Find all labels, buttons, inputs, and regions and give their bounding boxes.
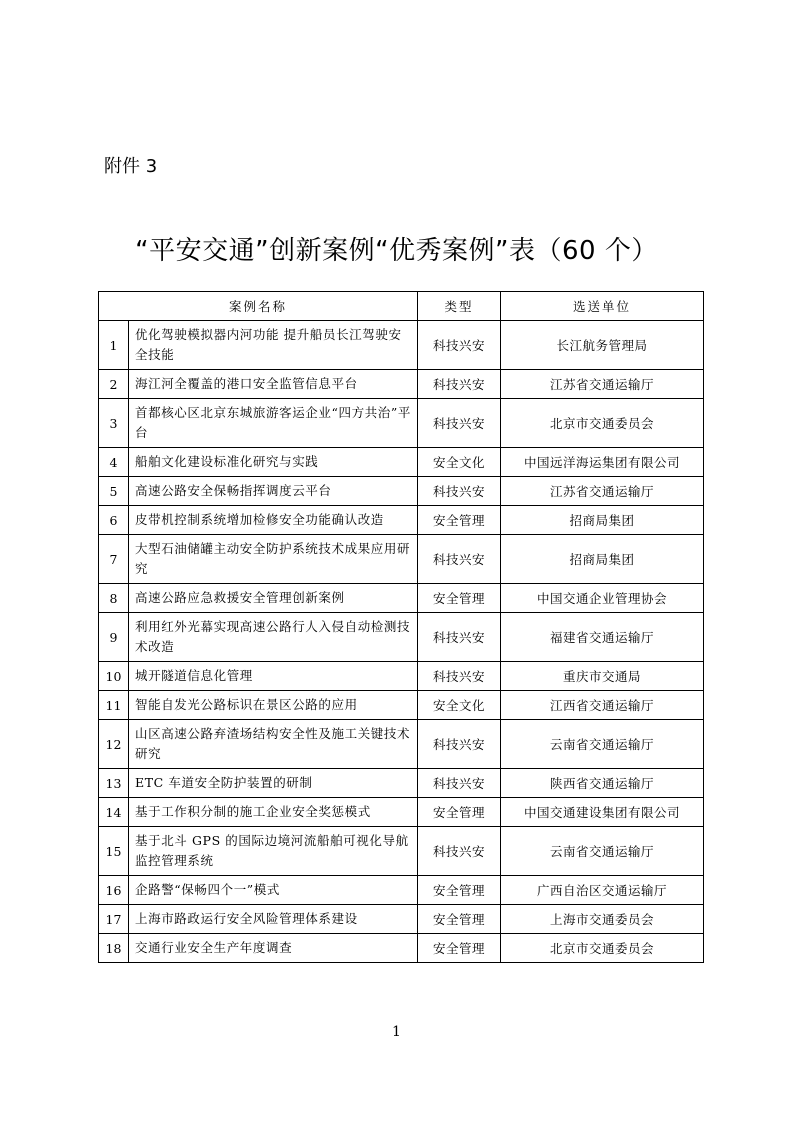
- table-row: [99, 827, 704, 876]
- table-header-row: [99, 292, 704, 321]
- page-title: “平安交通”创新案例“优秀案例”表（60 个）: [135, 236, 658, 266]
- submitting-unit: 江西省交通运输厅: [501, 691, 704, 720]
- case-name: 船舶文化建设标准化研究与实践: [129, 448, 418, 477]
- case-type: 科技兴安: [418, 662, 501, 691]
- submitting-unit: 江苏省交通运输厅: [501, 370, 704, 399]
- table-row: [99, 662, 704, 691]
- case-type: 科技兴安: [418, 535, 501, 584]
- case-name: 基于北斗 GPS 的国际边境河流船舶可视化导航监控管理系统: [129, 827, 418, 876]
- row-number: 17: [99, 905, 129, 934]
- case-type: 安全文化: [418, 448, 501, 477]
- row-number: 8: [99, 584, 129, 613]
- table-row: [99, 477, 704, 506]
- header-unit: 选送单位: [501, 292, 704, 321]
- submitting-unit: 福建省交通运输厅: [501, 613, 704, 662]
- row-number: 10: [99, 662, 129, 691]
- case-type: 安全管理: [418, 798, 501, 827]
- table-body: [99, 321, 704, 963]
- case-name: 高速公路应急救援安全管理创新案例: [129, 584, 418, 613]
- cases-table: [98, 291, 704, 963]
- table-row: [99, 506, 704, 535]
- case-name: 海江河全覆盖的港口安全监管信息平台: [129, 370, 418, 399]
- case-name: 优化驾驶模拟器内河功能 提升船员长江驾驶安全技能: [129, 321, 418, 370]
- submitting-unit: 江苏省交通运输厅: [501, 477, 704, 506]
- row-number: 7: [99, 535, 129, 584]
- case-type: 科技兴安: [418, 321, 501, 370]
- table-row: [99, 769, 704, 798]
- case-type: 科技兴安: [418, 477, 501, 506]
- table-row: [99, 321, 704, 370]
- case-name: ETC 车道安全防护装置的研制: [129, 769, 418, 798]
- submitting-unit: 云南省交通运输厅: [501, 720, 704, 769]
- table-row: [99, 448, 704, 477]
- case-name: 山区高速公路弃渣场结构安全性及施工关键技术研究: [129, 720, 418, 769]
- table-row: [99, 934, 704, 963]
- table-row: [99, 798, 704, 827]
- submitting-unit: 招商局集团: [501, 506, 704, 535]
- case-name: 利用红外光幕实现高速公路行人入侵自动检测技术改造: [129, 613, 418, 662]
- case-type: 科技兴安: [418, 370, 501, 399]
- submitting-unit: 中国交通企业管理协会: [501, 584, 704, 613]
- table-row: [99, 535, 704, 584]
- row-number: 4: [99, 448, 129, 477]
- submitting-unit: 上海市交通委员会: [501, 905, 704, 934]
- row-number: 1: [99, 321, 129, 370]
- submitting-unit: 云南省交通运输厅: [501, 827, 704, 876]
- header-type: 类型: [418, 292, 501, 321]
- table-row: [99, 584, 704, 613]
- row-number: 9: [99, 613, 129, 662]
- table-row: [99, 613, 704, 662]
- row-number: 14: [99, 798, 129, 827]
- case-name: 皮带机控制系统增加检修安全功能确认改造: [129, 506, 418, 535]
- page-number: 1: [392, 1024, 401, 1040]
- table-row: [99, 691, 704, 720]
- case-type: 科技兴安: [418, 827, 501, 876]
- row-number: 15: [99, 827, 129, 876]
- submitting-unit: 中国远洋海运集团有限公司: [501, 448, 704, 477]
- submitting-unit: 陕西省交通运输厅: [501, 769, 704, 798]
- case-name: 首都核心区北京东城旅游客运企业“四方共治”平台: [129, 399, 418, 448]
- case-type: 安全管理: [418, 584, 501, 613]
- submitting-unit: 广西自治区交通运输厅: [501, 876, 704, 905]
- row-number: 6: [99, 506, 129, 535]
- submitting-unit: 招商局集团: [501, 535, 704, 584]
- case-name: 城开隧道信息化管理: [129, 662, 418, 691]
- case-type: 科技兴安: [418, 769, 501, 798]
- submitting-unit: 中国交通建设集团有限公司: [501, 798, 704, 827]
- submitting-unit: 重庆市交通局: [501, 662, 704, 691]
- case-name: 基于工作积分制的施工企业安全奖惩模式: [129, 798, 418, 827]
- header-case-name: 案例名称: [99, 292, 418, 321]
- case-type: 科技兴安: [418, 720, 501, 769]
- table-row: [99, 720, 704, 769]
- row-number: 13: [99, 769, 129, 798]
- case-type: 安全文化: [418, 691, 501, 720]
- row-number: 3: [99, 399, 129, 448]
- row-number: 2: [99, 370, 129, 399]
- case-type: 安全管理: [418, 506, 501, 535]
- case-name: 企路警“保畅四个一”模式: [129, 876, 418, 905]
- row-number: 16: [99, 876, 129, 905]
- case-name: 智能自发光公路标识在景区公路的应用: [129, 691, 418, 720]
- submitting-unit: 北京市交通委员会: [501, 934, 704, 963]
- table-row: [99, 370, 704, 399]
- attachment-label: 附件 3: [104, 156, 158, 177]
- case-name: 高速公路安全保畅指挥调度云平台: [129, 477, 418, 506]
- table-row: [99, 876, 704, 905]
- row-number: 5: [99, 477, 129, 506]
- case-type: 安全管理: [418, 876, 501, 905]
- table-row: [99, 905, 704, 934]
- row-number: 12: [99, 720, 129, 769]
- submitting-unit: 北京市交通委员会: [501, 399, 704, 448]
- case-type: 科技兴安: [418, 613, 501, 662]
- case-type: 安全管理: [418, 905, 501, 934]
- case-name: 上海市路政运行安全风险管理体系建设: [129, 905, 418, 934]
- table-row: [99, 399, 704, 448]
- case-type: 科技兴安: [418, 399, 501, 448]
- case-name: 大型石油储罐主动安全防护系统技术成果应用研究: [129, 535, 418, 584]
- row-number: 11: [99, 691, 129, 720]
- row-number: 18: [99, 934, 129, 963]
- case-type: 安全管理: [418, 934, 501, 963]
- case-name: 交通行业安全生产年度调查: [129, 934, 418, 963]
- submitting-unit: 长江航务管理局: [501, 321, 704, 370]
